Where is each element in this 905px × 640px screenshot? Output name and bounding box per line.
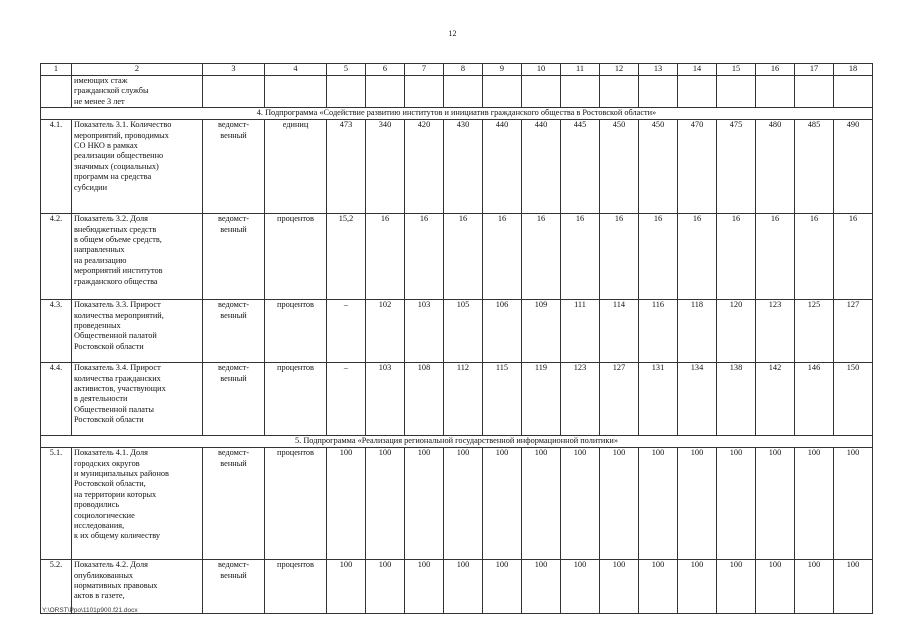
data-source: ведомст- венный — [203, 300, 265, 363]
value-cell: 100 — [366, 448, 405, 560]
value-cell: 16 — [795, 214, 834, 300]
value-cell: 100 — [366, 560, 405, 614]
row-number: 4.3. — [41, 300, 72, 363]
value-cell: 100 — [639, 560, 678, 614]
header-col-4: 4 — [265, 64, 327, 76]
indicator-row — [41, 560, 873, 614]
row-number: 4.4. — [41, 363, 72, 436]
value-cell: 100 — [561, 560, 600, 614]
indicator-description: Показатель 3.1. Количество мероприятий, проводимых СО НКО в рамках реализации общественно значимых (социальных) программ на средства субсидии — [72, 120, 203, 214]
value-cell: 100 — [444, 560, 483, 614]
header-col-3: 3 — [203, 64, 265, 76]
value-cell: 470 — [678, 120, 717, 214]
header-col-14: 14 — [678, 64, 717, 76]
value-cell: 103 — [405, 300, 444, 363]
value-cell: 450 — [600, 120, 639, 214]
unit-of-measure: процентов — [265, 448, 327, 560]
value-cell: 120 — [717, 300, 756, 363]
value-cell: 440 — [522, 120, 561, 214]
value-cell: 109 — [522, 300, 561, 363]
data-source: ведомст- венный — [203, 120, 265, 214]
value-cell: 100 — [717, 560, 756, 614]
unit-of-measure: процентов — [265, 363, 327, 436]
continuation-desc: имеющих стаж гражданской службы не менее 3 лет — [72, 76, 203, 108]
value-cell: 146 — [795, 363, 834, 436]
value-cell: 114 — [600, 300, 639, 363]
indicator-row — [41, 300, 873, 363]
value-cell: 16 — [834, 214, 873, 300]
header-col-9: 9 — [483, 64, 522, 76]
header-col-7: 7 — [405, 64, 444, 76]
section-5-row — [41, 436, 873, 448]
value-cell: 16 — [717, 214, 756, 300]
value-cell: 16 — [756, 214, 795, 300]
row-number: 5.2. — [41, 560, 72, 614]
value-cell: 430 — [444, 120, 483, 214]
value-cell: 102 — [366, 300, 405, 363]
value-cell: – — [327, 300, 366, 363]
data-source: ведомст- венный — [203, 214, 265, 300]
section-4-title: 4. Подпрограмма «Содействие развитию институтов и инициатив гражданского общества в Ростовской области» — [41, 108, 873, 120]
value-cell: 100 — [678, 560, 717, 614]
indicator-description: Показатель 3.4. Прирост количества гражданских активистов, участвующих в деятельности Общественной палаты Ростовской области — [72, 363, 203, 436]
value-cell: 131 — [639, 363, 678, 436]
value-cell: 100 — [444, 448, 483, 560]
value-cell: 100 — [795, 560, 834, 614]
value-cell: 16 — [561, 214, 600, 300]
value-cell: 100 — [756, 560, 795, 614]
header-row — [41, 64, 873, 76]
footer-file-path: Y:\ORST\Ppo\1101p900.f21.docx — [42, 607, 138, 614]
value-cell: 100 — [834, 560, 873, 614]
header-col-18: 18 — [834, 64, 873, 76]
data-source: ведомст- венный — [203, 560, 265, 614]
value-cell: 100 — [483, 560, 522, 614]
value-cell: 123 — [756, 300, 795, 363]
header-col-2: 2 — [72, 64, 203, 76]
header-col-5: 5 — [327, 64, 366, 76]
indicator-row — [41, 448, 873, 560]
value-cell: 490 — [834, 120, 873, 214]
header-col-6: 6 — [366, 64, 405, 76]
value-cell: 100 — [678, 448, 717, 560]
value-cell: 16 — [600, 214, 639, 300]
value-cell: 100 — [522, 448, 561, 560]
value-cell: 340 — [366, 120, 405, 214]
value-cell: 116 — [639, 300, 678, 363]
value-cell: 100 — [639, 448, 678, 560]
section-5-title: 5. Подпрограмма «Реализация региональной государственной информационной политики» — [41, 436, 873, 448]
section-4-row — [41, 108, 873, 120]
unit-of-measure: единиц — [265, 120, 327, 214]
value-cell: 100 — [600, 560, 639, 614]
value-cell: 16 — [366, 214, 405, 300]
value-cell: 115 — [483, 363, 522, 436]
indicator-row — [41, 214, 873, 300]
value-cell: 123 — [561, 363, 600, 436]
value-cell: 100 — [327, 448, 366, 560]
unit-of-measure: процентов — [265, 560, 327, 614]
value-cell: 100 — [561, 448, 600, 560]
value-cell: 125 — [795, 300, 834, 363]
row-number: 4.2. — [41, 214, 72, 300]
header-col-12: 12 — [600, 64, 639, 76]
value-cell: 420 — [405, 120, 444, 214]
value-cell: 118 — [678, 300, 717, 363]
value-cell: 100 — [405, 560, 444, 614]
indicators-table — [40, 63, 873, 614]
value-cell: 16 — [522, 214, 561, 300]
value-cell: 127 — [600, 363, 639, 436]
row-number: 4.1. — [41, 120, 72, 214]
value-cell: 16 — [405, 214, 444, 300]
value-cell: 105 — [444, 300, 483, 363]
value-cell: 100 — [834, 448, 873, 560]
unit-of-measure: процентов — [265, 214, 327, 300]
value-cell: 100 — [795, 448, 834, 560]
continuation-row — [41, 76, 873, 108]
header-col-17: 17 — [795, 64, 834, 76]
header-col-1: 1 — [41, 64, 72, 76]
value-cell: 103 — [366, 363, 405, 436]
value-cell: 16 — [444, 214, 483, 300]
value-cell: 100 — [522, 560, 561, 614]
header-col-10: 10 — [522, 64, 561, 76]
value-cell: 108 — [405, 363, 444, 436]
value-cell: 16 — [678, 214, 717, 300]
value-cell: 100 — [600, 448, 639, 560]
value-cell: 480 — [756, 120, 795, 214]
unit-of-measure: процентов — [265, 300, 327, 363]
value-cell: 445 — [561, 120, 600, 214]
value-cell: 138 — [717, 363, 756, 436]
value-cell: 485 — [795, 120, 834, 214]
value-cell: 150 — [834, 363, 873, 436]
indicator-row — [41, 120, 873, 214]
value-cell: 450 — [639, 120, 678, 214]
value-cell: 111 — [561, 300, 600, 363]
indicator-description: Показатель 3.2. Доля внебюджетных средств в общем объеме средств, направленных на реализацию мероприятий институтов гражданского общества — [72, 214, 203, 300]
indicator-row — [41, 363, 873, 436]
indicator-description: Показатель 3.3. Прирост количества мероприятий, проведенных Общественной палатой Ростовской области — [72, 300, 203, 363]
value-cell: 112 — [444, 363, 483, 436]
header-col-15: 15 — [717, 64, 756, 76]
value-cell: 134 — [678, 363, 717, 436]
value-cell: 440 — [483, 120, 522, 214]
page-number: 12 — [448, 29, 457, 38]
value-cell: 100 — [756, 448, 795, 560]
value-cell: 100 — [717, 448, 756, 560]
value-cell: 473 — [327, 120, 366, 214]
row-number: 5.1. — [41, 448, 72, 560]
value-cell: 15,2 — [327, 214, 366, 300]
value-cell: 119 — [522, 363, 561, 436]
value-cell: 100 — [483, 448, 522, 560]
data-source: ведомст- венный — [203, 448, 265, 560]
indicator-description: Показатель 4.1. Доля городских округов и муниципальных районов Ростовской области, на территории которых проводились социологические исследования, к их общему количеству — [72, 448, 203, 560]
value-cell: – — [327, 363, 366, 436]
header-col-13: 13 — [639, 64, 678, 76]
header-col-8: 8 — [444, 64, 483, 76]
value-cell: 16 — [639, 214, 678, 300]
value-cell: 475 — [717, 120, 756, 214]
header-col-16: 16 — [756, 64, 795, 76]
value-cell: 106 — [483, 300, 522, 363]
header-col-11: 11 — [561, 64, 600, 76]
data-source: ведомст- венный — [203, 363, 265, 436]
value-cell: 16 — [483, 214, 522, 300]
value-cell: 100 — [405, 448, 444, 560]
indicator-description: Показатель 4.2. Доля опубликованных нормативных правовых актов в газете, — [72, 560, 203, 614]
value-cell: 127 — [834, 300, 873, 363]
value-cell: 100 — [327, 560, 366, 614]
value-cell: 142 — [756, 363, 795, 436]
